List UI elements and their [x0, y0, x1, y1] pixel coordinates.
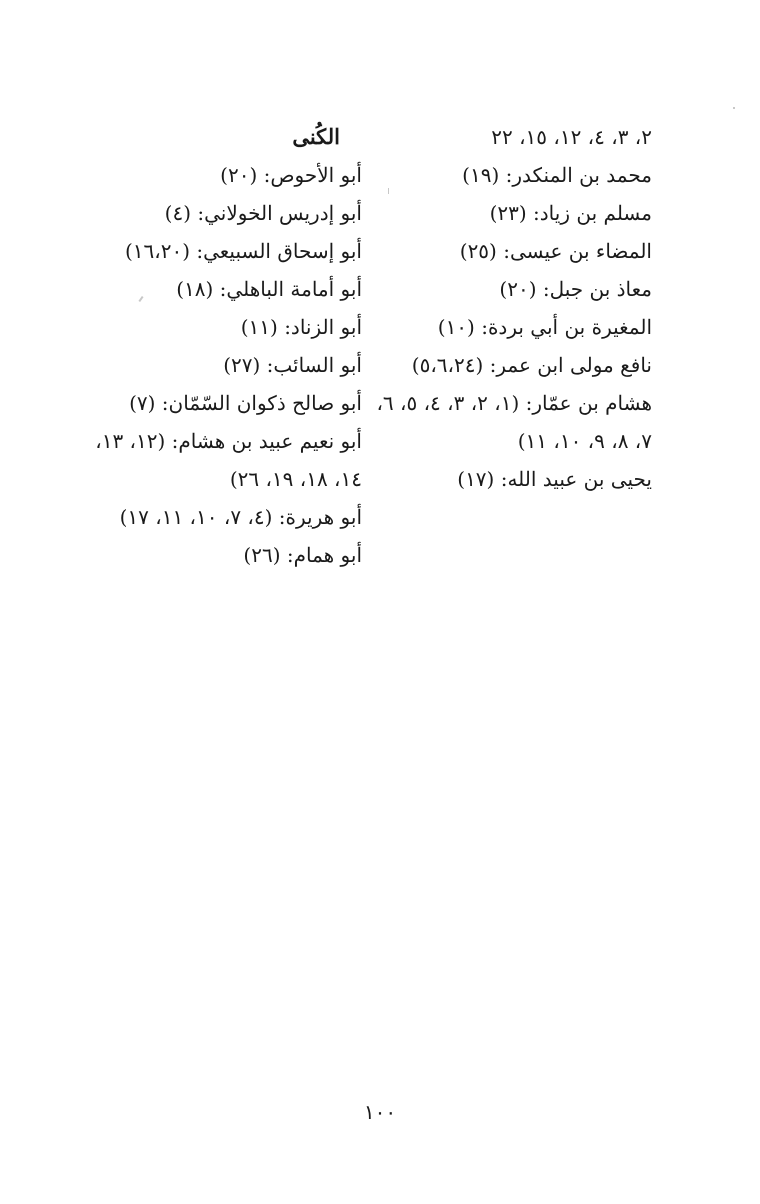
- scan-speck: [388, 188, 389, 194]
- index-entry: أبو هريرة: (٤، ٧، ١٠، ١١، ١٧): [119, 505, 362, 529]
- scan-speck: [733, 107, 735, 109]
- index-entry: يحيى بن عبيد الله: (١٧): [457, 467, 652, 491]
- index-entry: أبو نعيم عبيد بن هشام: (١٢، ١٣،: [95, 429, 362, 453]
- index-entry: المغيرة بن أبي بردة: (١٠): [437, 315, 652, 339]
- index-entry: أبو همام: (٢٦): [243, 543, 362, 567]
- index-entry: نافع مولى ابن عمر: (٥،٦،٢٤): [411, 353, 652, 377]
- index-entry: أبو إدريس الخولاني: (٤): [164, 201, 362, 225]
- index-entry: معاذ بن جبل: (٢٠): [499, 277, 652, 301]
- index-entry: محمد بن المنكدر: (١٩): [462, 163, 652, 187]
- index-entry: أبو الأحوص: (٢٠): [220, 163, 362, 187]
- index-entry: أبو السائب: (٢٧): [223, 353, 362, 377]
- index-entry: ٧، ٨، ٩، ١٠، ١١): [517, 429, 652, 453]
- index-entry: أبو أمامة الباهلي: (١٨): [176, 277, 362, 301]
- index-entry: هشام بن عمّار: (١، ٢، ٣، ٤، ٥، ٦،: [376, 391, 652, 415]
- index-entry: أبو إسحاق السبيعي: (١٦،٢٠): [124, 239, 362, 263]
- section-heading: الكُنى: [292, 124, 340, 149]
- index-entry: مسلم بن زياد: (٢٣): [489, 201, 652, 225]
- index-entry: ١٤، ١٨، ١٩، ٢٦): [229, 467, 362, 491]
- right-index-column: [362, 118, 652, 498]
- page-number: ١٠٠: [363, 1100, 397, 1124]
- index-entry: ٢، ٣، ٤، ١٢، ١٥، ٢٢: [491, 125, 652, 149]
- index-entry: المضاء بن عيسى: (٢٥): [459, 239, 652, 263]
- index-entry: أبو صالح ذكوان السّمّان: (٧): [129, 391, 362, 415]
- left-index-column: [62, 118, 362, 574]
- index-entry: أبو الزناد: (١١): [240, 315, 362, 339]
